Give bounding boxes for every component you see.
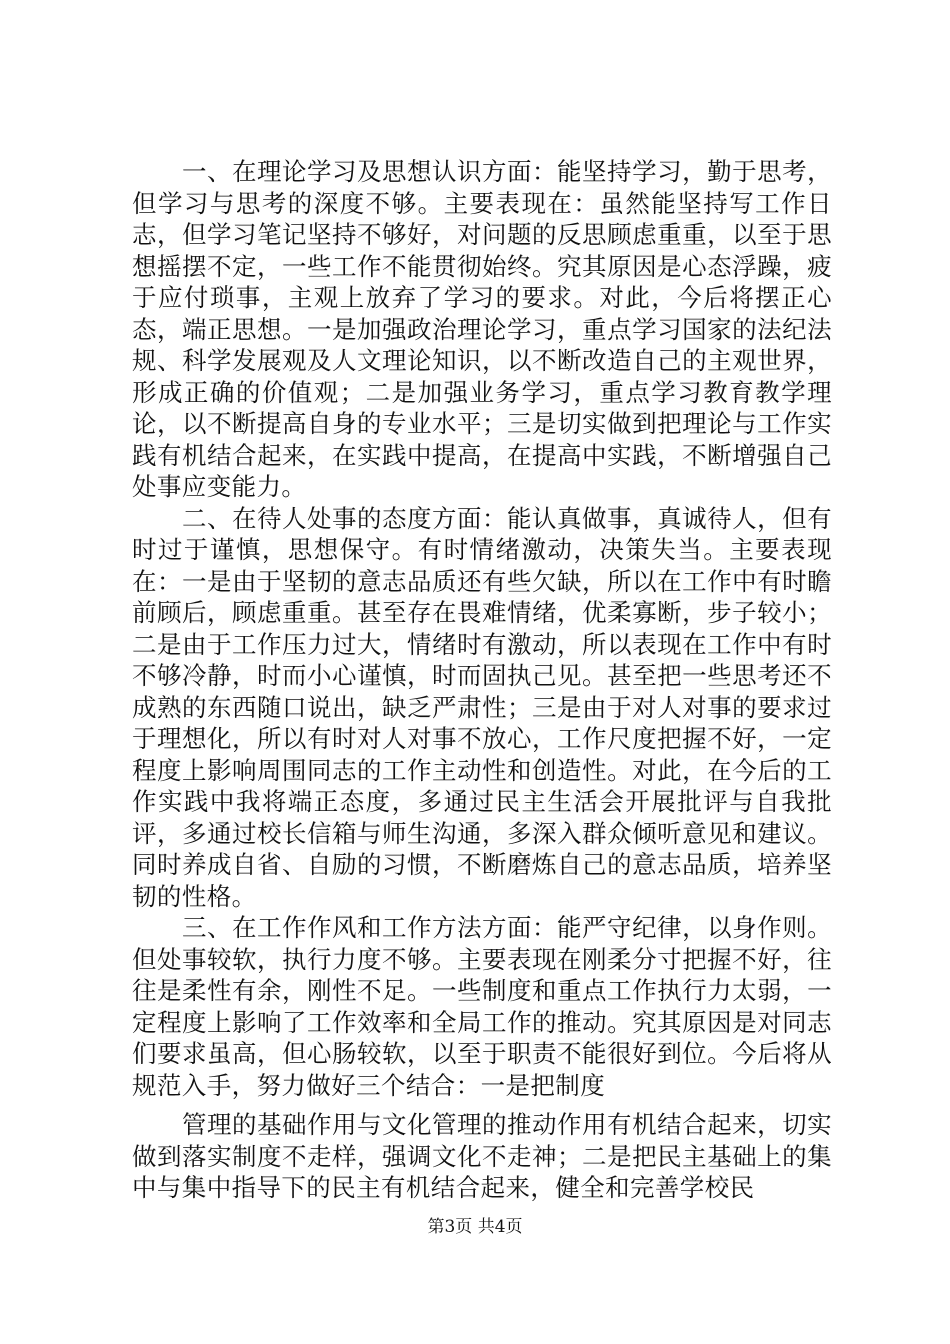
page-number-footer: 第3页 共4页 <box>427 1217 523 1237</box>
paragraph-attitude: 二、在待人处事的态度方面：能认真做事，真诚待人，但有时过于谨慎，思想保守。有时情绪激动，决策失当。主要表现在：一是由于坚韧的意志品质还有些欠缺，所以在工作中有时瞻前顾后，顾虑重重。甚至存在畏难情绪，优柔寡断，步子较小；二是由于工作压力过大，情绪时有激动，所以表现在工作中有时不够冷静，时而小心谨慎，时而固执己见。甚至把一些思考还不成熟的东西随口说出，缺乏严肃性；三是由于对人对事的要求过于理想化，所以有时对人对事不放心，工作尺度把握不好，一定程度上影响周围同志的工作主动性和创造性。对此，在今后的工作实践中我将端正态度，多通过民主生活会开展批评与自我批评，多通过校长信箱与师生沟通，多深入群众倾听意见和建议。同时养成自省、自励的习惯，不断磨炼自己的意志品质，培养坚韧的性格。 <box>132 503 832 911</box>
paragraph-theory-study: 一、在理论学习及思想认识方面：能坚持学习，勤于思考，但学习与思考的深度不够。主要表现在：虽然能坚持写工作日志，但学习笔记坚持不够好，对问题的反思顾虑重重，以至于思想摇摆不定，一些工作不能贯彻始终。究其原因是心态浮躁，疲于应付琐事，主观上放弃了学习的要求。对此，今后将摆正心态，端正思想。一是加强政治理论学习，重点学习国家的法纪法规、科学发展观及人文理论知识，以不断改造自己的主观世界，形成正确的价值观；二是加强业务学习，重点学习教育教学理论，以不断提高自身的专业水平；三是切实做到把理论与工作实践有机结合起来，在实践中提高，在提高中实践，不断增强自己处事应变能力。 <box>132 157 832 501</box>
paragraph-management: 管理的基础作用与文化管理的推动作用有机结合起来，切实做到落实制度不走样，强调文化不走神；二是把民主基础上的集中与集中指导下的民主有机结合起来，健全和完善学校民 <box>132 1110 832 1202</box>
paragraph-work-style: 三、在工作作风和工作方法方面：能严守纪律，以身作则。但处事较软，执行力度不够。主要表现在刚柔分寸把握不好，往往是柔性有余，刚性不足。一些制度和重点工作执行力太弱，一定程度上影响了工作效率和全局工作的推动。究其原因是对同志们要求虽高，但心肠较软，以至于职责不能很好到位。今后将从规范入手，努力做好三个结合：一是把制度 <box>132 913 832 1100</box>
document-body <box>132 156 832 1204</box>
